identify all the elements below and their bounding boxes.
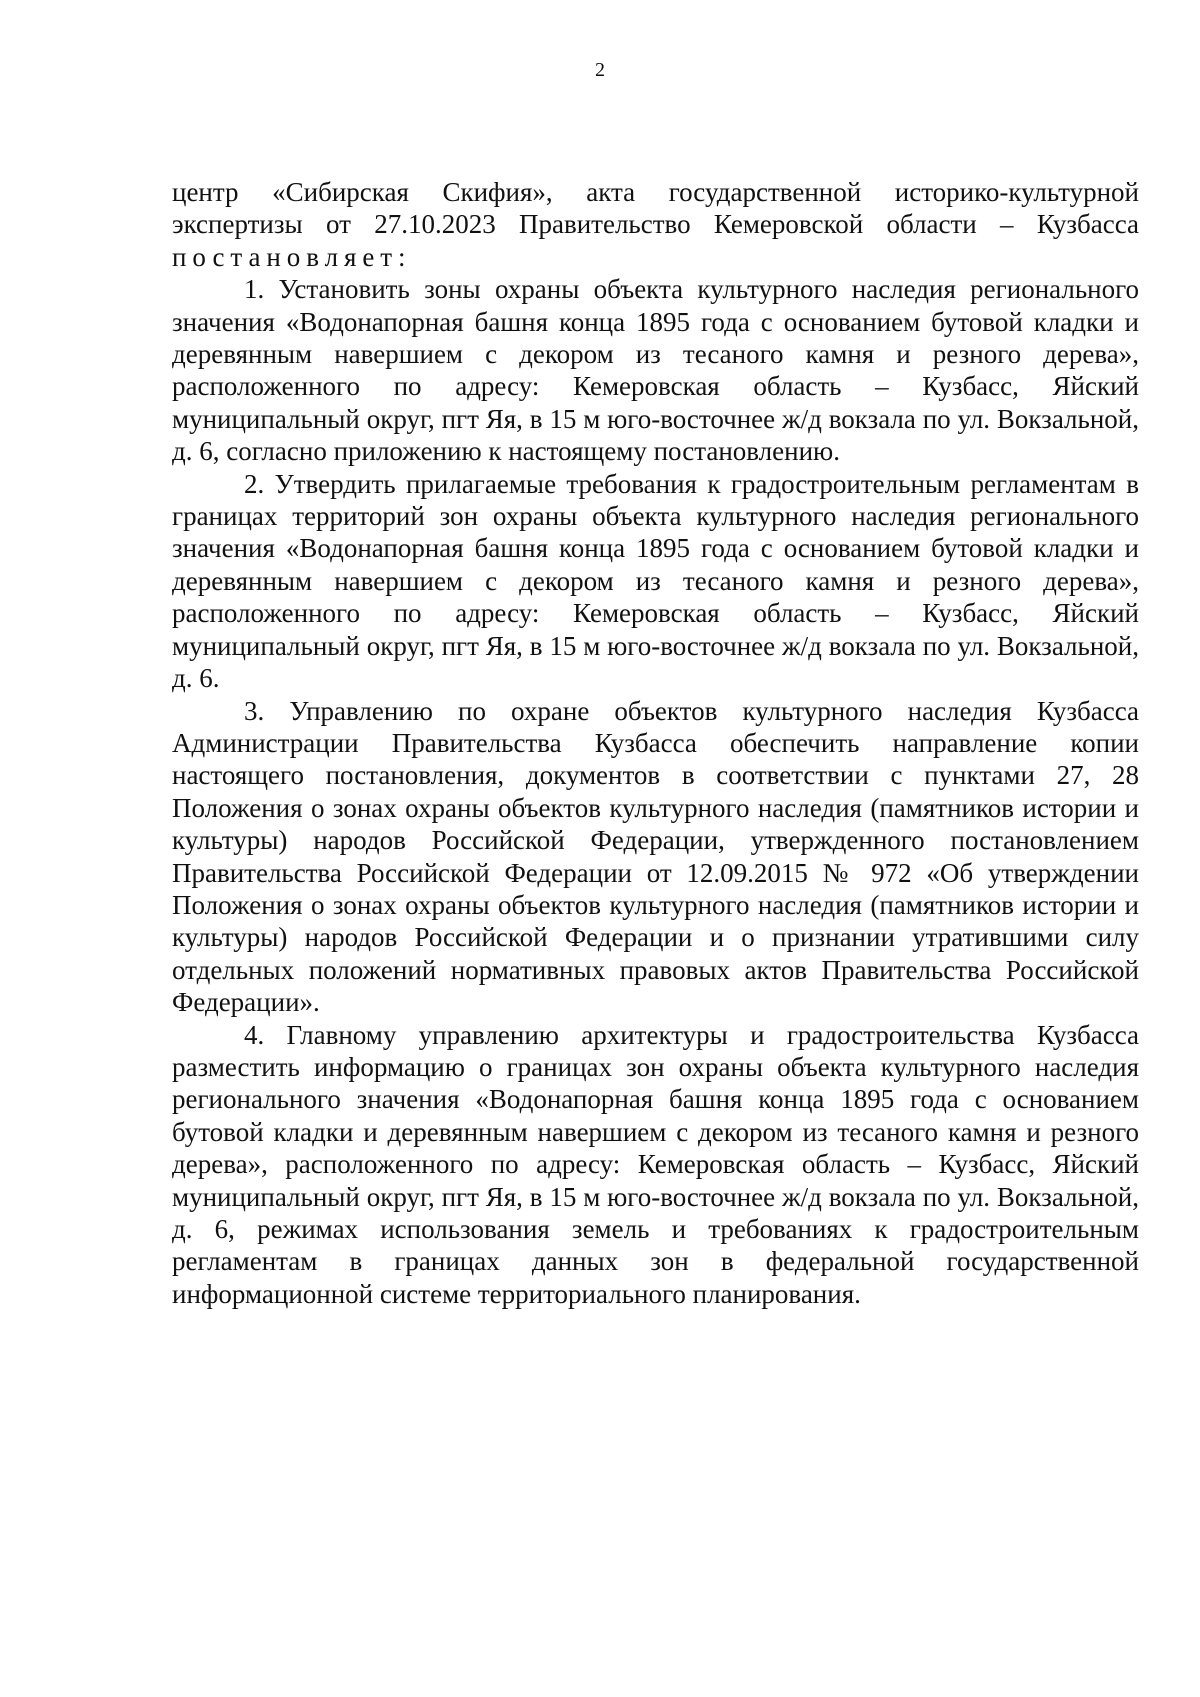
page-number: 2 — [595, 59, 605, 81]
paragraph-4: 4. Главному управлению архитектуры и градостроительства Кузбасса разместить информацию о границах зон охраны объекта культурного наследия регионального значения «Водонапорная башня конца 1895 года с основанием бутовой кладки и деревянным навершием с декором из тесаного камня и резного дерева», расположенного по адресу: Кемеровская область – Кузбасс, Яйский муниципальный округ, пгт Яя, в 15 м юго-восточнее ж/д вокзала по ул. Вокзальной, д. 6, режимах использования земель и требованиях к градостроительным регламентам в границах данных зон в федеральной государственной информационной системе территориального планирования. — [172, 1019, 1139, 1309]
intro-paragraph — [172, 176, 1139, 273]
paragraph-2: 2. Утвердить прилагаемые требования к градостроительным регламентам в границах территорий зон охраны объекта культурного наследия регионального значения «Водонапорная башня конца 1895 года с основанием бутовой кладки и деревянным навершием с декором из тесаного камня и резного дерева», расположенного по адресу: Кемеровская область – Кузбасс, Яйский муниципальный округ, пгт Яя, в 15 м юго-восточнее ж/д вокзала по ул. Вокзальной, д. 6. — [172, 468, 1139, 694]
document-body — [172, 176, 1139, 1310]
intro-text: центр «Сибирская Скифия», акта государственной историко-культурной экспертизы от 27.10.2023 Правительство Кемеровской области – Кузбасса — [172, 177, 1139, 240]
paragraph-1: 1. Установить зоны охраны объекта культурного наследия регионального значения «Водонапорная башня конца 1895 года с основанием бутовой кладки и деревянным навершием с декором из тесаного камня и резного дерева», расположенного по адресу: Кемеровская область – Кузбасс, Яйский муниципальный округ, пгт Яя, в 15 м юго-восточнее ж/д вокзала по ул. Вокзальной, д. 6, согласно приложению к настоящему постановлению. — [172, 274, 1139, 467]
paragraph-3: 3. Управлению по охране объектов культурного наследия Кузбасса Администрации Правительства Кузбасса обеспечить направление копии настоящего постановления, документов в соответствии с пунктами 27, 28 Положения о зонах охраны объектов культурного наследия (памятников истории и культуры) народов Российской Федерации, утвержденного постановлением Правительства Российской Федерации от 12.09.2015 № 972 «Об утверждении Положения о зонах охраны объектов культурного наследия (памятников истории и культуры) народов Российской Федерации и о признании утратившими силу отдельных положений нормативных правовых актов Правительства Российской Федерации». — [172, 695, 1139, 1018]
decree-word: постановляет: — [172, 241, 412, 272]
